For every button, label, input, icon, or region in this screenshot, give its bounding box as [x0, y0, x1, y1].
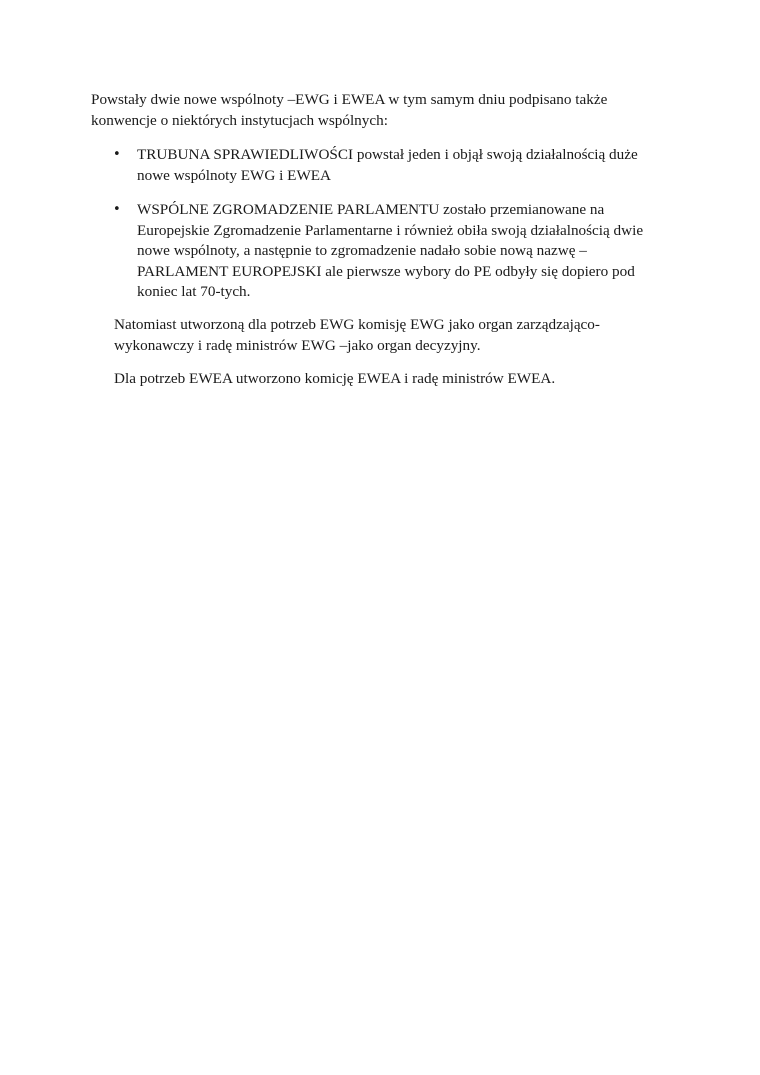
bullet-list	[0, 145, 760, 317]
paragraph-ewea-commission: Dla potrzeb EWEA utworzono komicję EWEA i radę ministrów EWEA.	[114, 370, 556, 387]
paragraph-ewg-commission: Natomiast utworzoną dla potrzeb EWG komisję EWG jako organ zarządzająco-wykonawczy i radę ministrów EWG –jako organ decyzyjny.	[114, 316, 600, 354]
bullet-item-parliament	[0, 200, 657, 303]
bullet-icon: •	[113, 147, 121, 162]
bullet-text: TRUBUNA SPRAWIEDLIWOŚCI powstał jeden i objął swoją działalnością duże nowe wspólnoty EWG i EWEA	[137, 146, 638, 184]
bullet-text: WSPÓLNE ZGROMADZENIE PARLAMENTU zostało przemianowane na Europejskie Zgromadzenie Parlamentarne i również obiła swoją działalnością dwie nowe wspólnoty, a następnie to zgromadzenie nadało sobie nową nazwę –PARLAMENT EUROPEJSKI ale pierwsze wybory do PE odbyły się dopiero pod koniec lat 70-tych.	[137, 200, 644, 301]
bullet-item-tribunal	[0, 145, 657, 186]
intro-paragraph: Powstały dwie nowe wspólnoty –EWG i EWEA w tym samym dniu podpisano także konwencje o niektórych instytucjach wspólnych:	[91, 91, 608, 129]
bullet-icon: •	[113, 201, 121, 217]
